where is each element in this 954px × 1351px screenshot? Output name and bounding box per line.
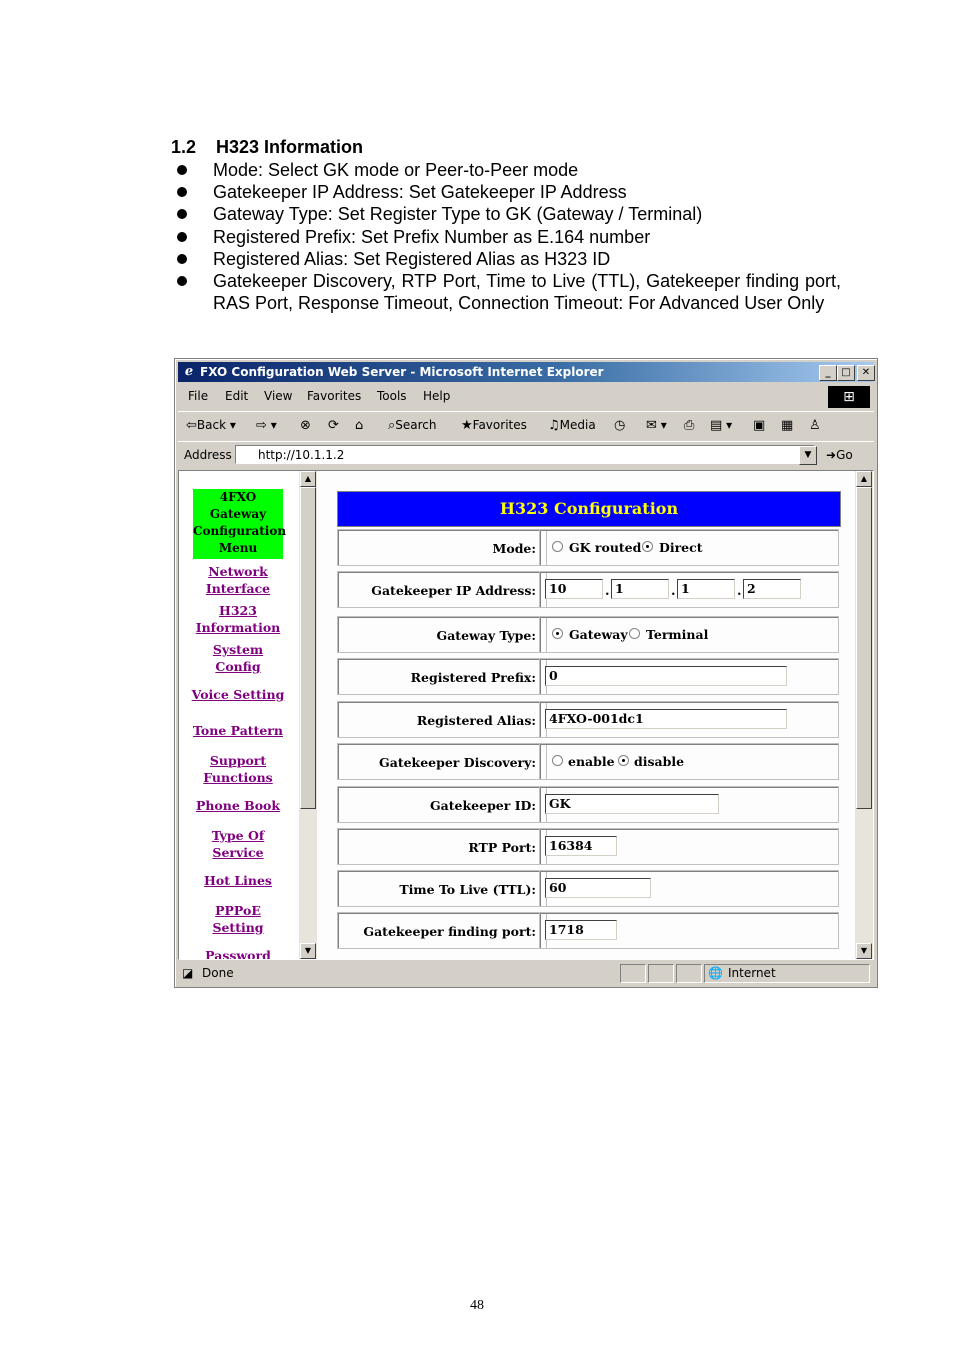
nav-link-hot-lines[interactable]: Hot Lines — [204, 873, 272, 888]
nav-scrollbar[interactable] — [299, 471, 317, 959]
gk-discovery-value: enable disable — [539, 743, 839, 780]
radio-disable[interactable] — [618, 755, 629, 766]
gateway-type-label: Gateway Type: — [337, 616, 547, 653]
mode-row — [337, 529, 839, 566]
bullet-icon — [177, 276, 187, 286]
address-input[interactable]: http://10.1.1.2 — [235, 445, 815, 464]
status-text: Done — [202, 966, 234, 980]
list-item: Gatekeeper IP Address: Set Gatekeeper IP Address — [171, 181, 841, 203]
reg-prefix-row — [337, 658, 839, 695]
home-button[interactable] — [355, 412, 363, 439]
list-item: Registered Alias: Set Registered Alias as H323 ID — [171, 248, 841, 270]
search-icon: ⌕ — [388, 418, 396, 433]
forward-arrow-icon: ⇨ — [256, 418, 267, 433]
ttl-label: Time To Live (TTL): — [337, 870, 547, 907]
ie-logo-icon: ℯ — [184, 364, 194, 379]
nav-link-system-config[interactable]: System Config — [212, 642, 264, 674]
scroll-down-icon[interactable]: ▼ — [856, 943, 872, 959]
scroll-thumb[interactable] — [856, 487, 872, 809]
gk-finding-port-input[interactable]: 1718 — [545, 920, 617, 940]
minimize-button[interactable]: _ — [819, 365, 837, 381]
maximize-button[interactable]: □ — [837, 365, 855, 381]
section-number: 1.2 — [171, 137, 197, 157]
gk-ip-octet-2[interactable]: 1 — [611, 579, 669, 599]
gk-id-value — [539, 786, 839, 823]
stop-button[interactable] — [300, 412, 311, 439]
browser-window — [174, 358, 878, 988]
list-item: Gateway Type: Set Register Type to GK (Gateway / Terminal) — [171, 203, 841, 225]
rtp-port-label: RTP Port: — [337, 828, 547, 865]
media-icon: ♫ — [548, 418, 560, 433]
forward-button[interactable]: ⇨ ▾ — [256, 418, 277, 433]
list-item: Registered Prefix: Set Prefix Number as E.164 number — [171, 226, 841, 248]
bullet-list — [171, 159, 841, 314]
gk-id-label: Gatekeeper ID: — [337, 786, 547, 823]
gk-ip-octet-1[interactable]: 10 — [545, 579, 603, 599]
toolbar — [178, 411, 874, 438]
search-button[interactable]: ⌕Search — [388, 418, 437, 433]
discuss-icon: ▣ — [753, 418, 766, 433]
bullet-icon — [177, 187, 187, 197]
back-arrow-icon: ⇦ — [186, 418, 197, 433]
edit-button[interactable]: ▤ ▾ — [710, 418, 733, 433]
nav-link-support-functions[interactable]: Support Functions — [203, 753, 273, 785]
reg-prefix-input[interactable]: 0 — [545, 666, 787, 686]
back-button[interactable]: ⇦Back ▾ — [186, 418, 236, 433]
rtp-port-row — [337, 828, 839, 865]
radio-gk-routed[interactable] — [552, 541, 563, 552]
discuss-button[interactable] — [753, 412, 765, 439]
list-item: Gatekeeper Discovery, RTP Port, Time to Live (TTL), Gatekeeper finding port, RAS Port, Response Timeout, Connection Timeout: For Advanced User Only — [171, 270, 841, 314]
nav-link-voice-setting[interactable]: Voice Setting — [191, 687, 285, 702]
page-number: 48 — [470, 1298, 484, 1313]
reg-alias-input[interactable]: 4FXO-001dc1 — [545, 709, 787, 729]
nav-link-tone-pattern[interactable]: Tone Pattern — [193, 723, 283, 738]
refresh-icon: ⟳ — [328, 418, 339, 433]
ttl-value — [539, 870, 839, 907]
browser-content — [178, 470, 874, 960]
menu-title-box: 4FXO Gateway Configuration Menu — [193, 489, 283, 559]
status-bar — [178, 963, 874, 983]
edit-icon: ▤ — [710, 418, 723, 433]
gk-finding-port-row — [337, 912, 839, 949]
gateway-type-row — [337, 616, 839, 653]
rtp-port-input[interactable]: 16384 — [545, 836, 617, 856]
nav-link-pppoe-setting[interactable]: PPPoE Setting — [212, 903, 264, 935]
gk-id-row — [337, 786, 839, 823]
bullet-icon — [177, 209, 187, 219]
menu-edit[interactable]: Edit — [225, 389, 249, 403]
nav-link-password[interactable]: Password — [205, 948, 271, 959]
close-button[interactable]: ✕ — [857, 365, 875, 381]
nav-link-network-interface[interactable]: Network Interface — [205, 564, 271, 596]
stop-icon: ⊗ — [300, 418, 311, 433]
go-arrow-icon: ➜ — [826, 448, 837, 462]
gk-finding-port-value — [539, 912, 839, 949]
messenger-icon: ♙ — [809, 418, 821, 433]
media-button[interactable]: ♫Media — [548, 418, 596, 433]
ttl-input[interactable]: 60 — [545, 878, 651, 898]
nav-link-h323-information[interactable]: H323 Information — [195, 603, 281, 635]
mode-value: GK routed Direct — [539, 529, 839, 566]
address-bar — [178, 441, 874, 468]
nav-frame — [179, 471, 299, 959]
reg-prefix-value — [539, 658, 839, 695]
list-item: Mode: Select GK mode or Peer-to-Peer mode — [171, 159, 841, 181]
menu-help[interactable]: Help — [423, 389, 451, 403]
mail-icon: ✉ — [646, 418, 657, 433]
home-icon: ⌂ — [355, 418, 364, 433]
address-label: Address — [184, 448, 232, 462]
bullet-icon — [177, 232, 187, 242]
go-button[interactable]: ➜Go — [826, 448, 853, 462]
favorites-icon: ★ — [461, 418, 473, 433]
history-button[interactable] — [614, 412, 625, 439]
gk-discovery-label: Gatekeeper Discovery: — [337, 743, 547, 780]
gk-ip-label: Gatekeeper IP Address: — [337, 571, 547, 608]
refresh-button[interactable] — [328, 412, 339, 439]
nav-link-phone-book[interactable]: Phone Book — [195, 798, 281, 813]
research-icon: ▦ — [781, 418, 794, 433]
bullet-icon — [177, 254, 187, 264]
gk-ip-row — [337, 571, 839, 608]
reg-alias-label: Registered Alias: — [337, 701, 547, 738]
print-button[interactable] — [684, 412, 694, 439]
menu-view[interactable]: View — [264, 389, 293, 403]
gateway-type-value: Gateway Terminal — [539, 616, 839, 653]
config-title: H323 Configuration — [337, 491, 841, 527]
title-bar — [178, 362, 874, 382]
gk-ip-value: 10 . 1 . 1 . 2 — [539, 571, 839, 608]
scroll-thumb[interactable] — [300, 487, 316, 809]
ttl-row — [337, 870, 839, 907]
radio-terminal[interactable] — [629, 628, 640, 639]
rtp-port-value — [539, 828, 839, 865]
section-title: H323 Information — [216, 137, 364, 157]
bullet-icon — [177, 165, 187, 175]
mode-label: Mode: — [337, 529, 547, 566]
menu-tools[interactable]: Tools — [377, 389, 407, 403]
reg-prefix-label: Registered Prefix: — [337, 658, 547, 695]
radio-gateway[interactable] — [552, 628, 563, 639]
config-scrollbar[interactable] — [855, 471, 873, 959]
internet-zone-icon: 🌐 — [708, 966, 723, 980]
gk-id-input[interactable]: GK — [545, 794, 719, 814]
config-frame — [317, 471, 855, 959]
scroll-up-icon[interactable]: ▲ — [856, 471, 872, 487]
gk-finding-port-label: Gatekeeper finding port: — [337, 912, 547, 949]
address-dropdown-button[interactable]: ▼ — [799, 446, 817, 465]
section-heading — [171, 137, 363, 158]
scroll-up-icon[interactable]: ▲ — [300, 471, 316, 487]
zone-label: Internet — [728, 966, 776, 980]
reg-alias-value — [539, 701, 839, 738]
messenger-button[interactable] — [809, 412, 821, 439]
gk-ip-octet-3[interactable]: 1 — [677, 579, 735, 599]
favorites-button[interactable]: ★Favorites — [461, 418, 527, 433]
print-icon: ⎙ — [684, 418, 695, 433]
research-button[interactable] — [781, 412, 793, 439]
reg-alias-row — [337, 701, 839, 738]
history-icon: ◷ — [614, 418, 626, 433]
menu-favorites[interactable]: Favorites — [307, 389, 362, 403]
menu-bar — [178, 385, 874, 407]
gk-discovery-row — [337, 743, 839, 780]
menu-file[interactable]: File — [188, 389, 209, 403]
mail-button[interactable]: ✉ ▾ — [646, 418, 667, 433]
gk-ip-octet-4[interactable]: 2 — [743, 579, 801, 599]
radio-enable[interactable] — [552, 755, 563, 766]
scroll-down-icon[interactable]: ▼ — [300, 943, 316, 959]
page-done-icon: ◪ — [182, 966, 194, 980]
radio-direct[interactable] — [642, 541, 653, 552]
windows-logo-icon: ⊞ — [828, 386, 870, 408]
window-title: FXO Configuration Web Server - Microsoft Internet Explorer — [200, 365, 604, 379]
nav-link-type-of-service[interactable]: Type Of Service — [211, 828, 265, 860]
